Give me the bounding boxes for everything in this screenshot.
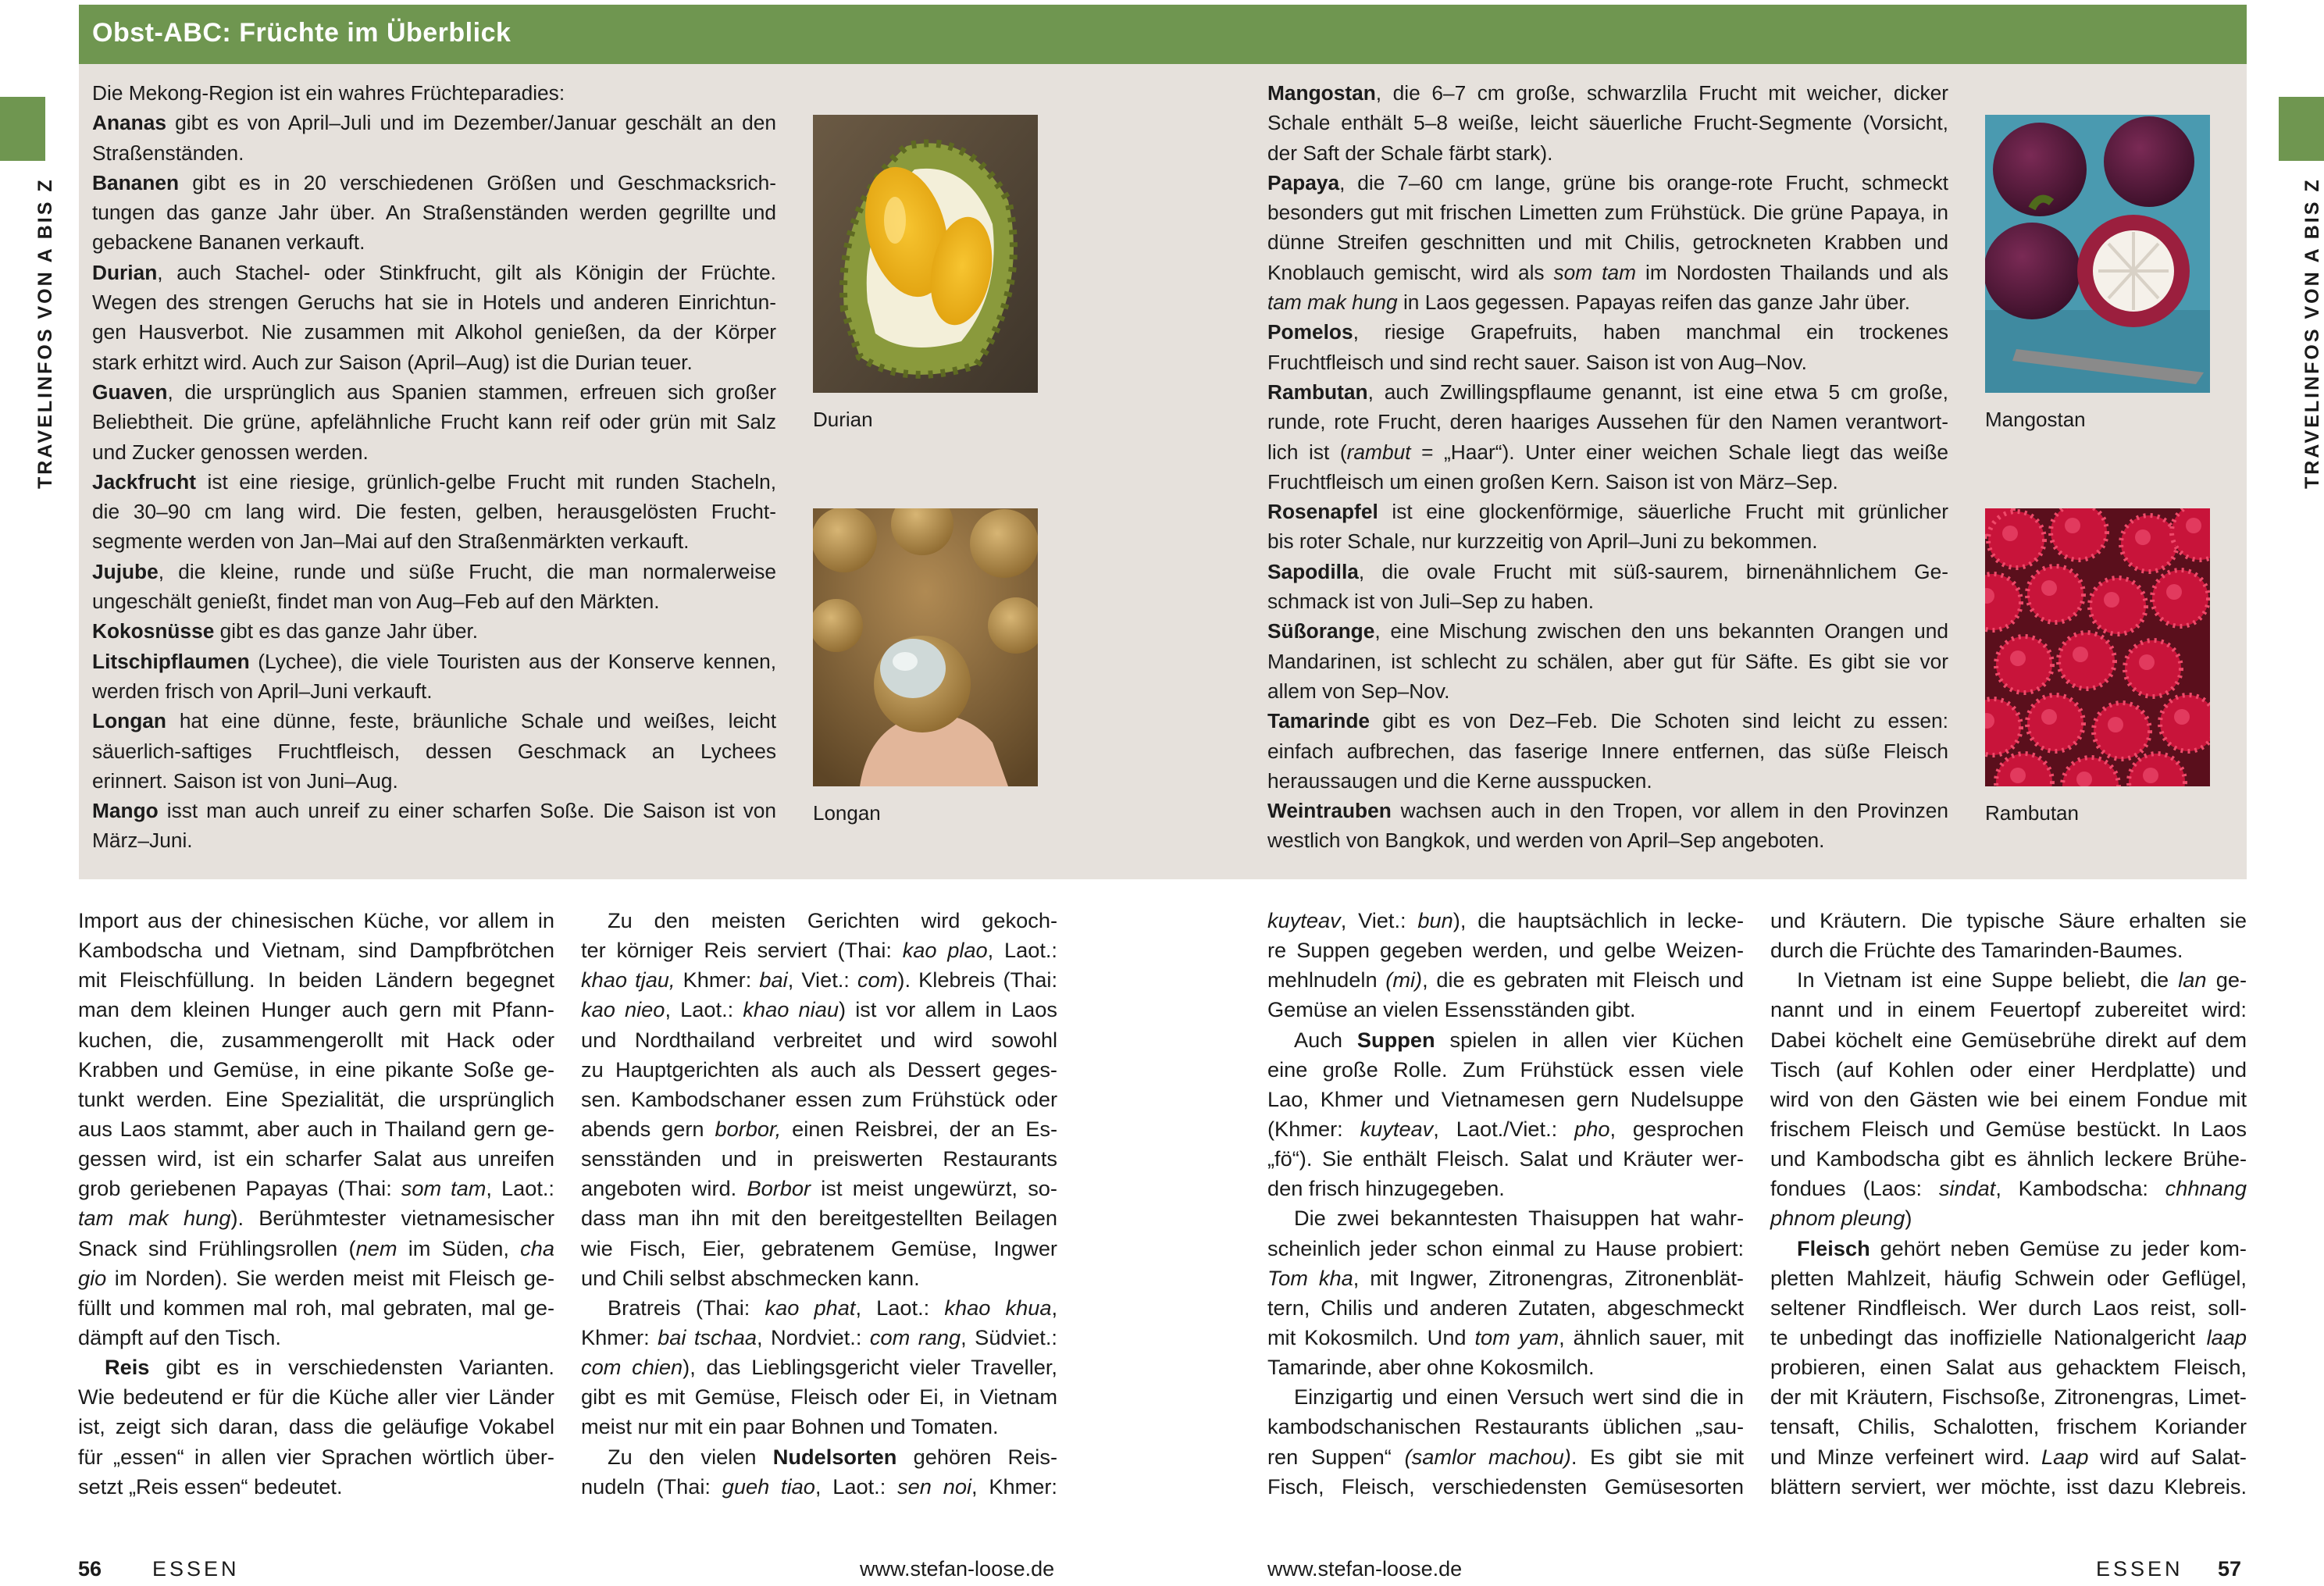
text-line: ter körniger Reis serviert (Thai: kao plao, Laot.:: [581, 938, 1057, 963]
text-line: blättern serviert, wer möchte, isst dazu Klebreis.: [1770, 1474, 2247, 1499]
chapter-right: ESSEN: [2096, 1557, 2183, 1581]
text-line: (Khmer: kuyteav, Laot./Viet.: pho, gesprochen: [1267, 1116, 1744, 1141]
fruit-entry-line: säuerlich-saftiges Fruchtfleisch, dessen Geschmack an Lychees: [92, 739, 776, 763]
box-intro: Die Mekong-Region ist ein wahres Früchteparadies:: [92, 81, 565, 105]
text-line: kambodschanischen Restaurants üblichen „sau-: [1267, 1414, 1744, 1439]
fruit-entry-line: Longan hat eine dünne, feste, bräunliche Schale und weißes, leicht: [92, 709, 776, 733]
text-line: Bratreis (Thai: kao phat, Laot.: khao khua,: [608, 1295, 1057, 1320]
fruit-entry-line: Wegen des strengen Geruchs hat sie in Hotels und anderen Einrichtun-: [92, 290, 776, 315]
fruit-entry-line: Süßorange, eine Mischung zwischen den uns bekannten Orangen und: [1267, 619, 1948, 643]
text-line: den frisch hinzugegeben.: [1267, 1176, 1505, 1201]
fruit-entry-line: Fruchtfleisch und sind recht sauer. Saison ist von Aug–Nov.: [1267, 350, 1807, 374]
box-header: [79, 5, 2247, 64]
text-line: In Vietnam ist eine Suppe beliebt, die lan ge-: [1797, 968, 2247, 993]
text-line: der mit Kräutern, Fischsoße, Zitronengras, Limet-: [1770, 1385, 2247, 1410]
fruit-entry-line: tungen das ganze Jahr über. An Straßenständen werden gegrillte und: [92, 201, 776, 225]
text-line: aus Laos stammt, aber auch in Thailand gern ge-: [78, 1116, 554, 1141]
longan-photo: [813, 508, 1038, 786]
text-line: und Kambodscha gibt es ähnlich leckere Brühe-: [1770, 1146, 2247, 1171]
text-line: für „essen“ in allen vier Sprachen wörtlich über-: [78, 1444, 554, 1469]
text-line: Tom kha, mit Ingwer, Zitronengras, Zitronenblät-: [1267, 1265, 1744, 1290]
text-line: Tamarinde, aber ohne Kokosmilch.: [1267, 1355, 1595, 1380]
fruit-entry-line: die 30–90 cm lang wird. Die festen, gelben, herausgelösten Frucht-: [92, 500, 776, 524]
fruit-entry-line: Sapodilla, die ovale Frucht mit süß-saurem, birnenähnlichem Ge-: [1267, 559, 1948, 583]
body-column-1: [78, 906, 554, 1502]
text-line: Zu den meisten Gerichten wird gekoch-: [608, 908, 1057, 932]
text-line: gessen wird, ist ein scharfer Salat aus unreifen: [78, 1146, 554, 1171]
body-column-2: [581, 906, 1057, 1502]
fruit-entry-line: der Saft der Schale färbt stark).: [1267, 141, 1553, 165]
text-line: angeboten wird. Borbor ist meist ungewürzt, so-: [581, 1176, 1057, 1201]
text-line: Snack sind Frühlingsrollen (nem im Süden, cha: [78, 1235, 554, 1260]
fruit-entry-line: Rosenapfel ist eine glockenförmige, säuerliche Frucht mit grünlicher: [1267, 500, 1948, 524]
fruit-entry-line: werden frisch von April–Juni verkauft.: [92, 679, 433, 703]
fruit-entry-line: einfach aufbrechen, das faserige Innere entfernen, das süße Fleisch: [1267, 739, 1948, 763]
text-line: Lao, Khmer und Vietnamesen gern Nudelsuppe: [1267, 1086, 1744, 1111]
text-line: pletten Mahlzeit, häufig Schwein oder Geflügel,: [1770, 1265, 2247, 1290]
fruit-entry-line: bis roter Schale, nur kurzzeitig von April–Juni zu bekommen.: [1267, 529, 1818, 554]
fruit-entry-line: Tamarinde gibt es von Dez–Feb. Die Schoten sind leicht zu essen:: [1267, 709, 1948, 733]
text-line: tunkt werden. Eine Spezialität, die ursprünglich: [78, 1086, 554, 1111]
text-line: kuyteav, Viet.: bun), die hauptsächlich in lecke-: [1267, 908, 1745, 932]
text-line: Auch Suppen spielen in allen vier Küchen: [1294, 1027, 1744, 1052]
text-line: khao tjau, Khmer: bai, Viet.: com). Klebreis (Thai:: [581, 968, 1058, 993]
text-line: Fleisch gehört neben Gemüse zu jeder kom-: [1797, 1235, 2247, 1260]
text-line: tensaft, Chilis, Schalotten, frischem Koriander: [1770, 1414, 2247, 1439]
text-line: mit Fleischfüllung. In beiden Ländern begegnet: [78, 968, 554, 993]
text-line: scheinlich jeder schon einmal zu Hause probiert:: [1267, 1235, 1744, 1260]
text-line: kao nieo, Laot.: khao niau) ist vor allem in Laos: [581, 997, 1057, 1022]
text-line: kuchen, die, zusammengerollt mit Hack oder: [78, 1027, 554, 1052]
left-side-label: TRAVELINFOS VON A BIS Z: [34, 177, 56, 489]
text-line: ist, zeigt sich daran, dass die geläufige Vokabel: [78, 1414, 554, 1439]
rambutan-caption: Rambutan: [1985, 801, 2079, 825]
chapter-left: ESSEN: [152, 1557, 240, 1581]
fruit-entry-line: Mangostan, die 6–7 cm große, schwarzlila Frucht mit weicher, dicker: [1267, 81, 1948, 105]
text-line: Gemüse an vielen Essensständen gibt.: [1267, 997, 1636, 1022]
text-line: Die zwei bekanntesten Thaisuppen hat wahr-: [1294, 1206, 1744, 1231]
text-line: man dem kleinen Hunger auch gern mit Pfann-: [78, 997, 554, 1022]
fruit-entry-line: Guaven, die ursprünglich aus Spanien stammen, erfreuen sich großer: [92, 380, 776, 404]
fruit-entry-line: heraussaugen und die Kerne ausspucken.: [1267, 768, 1652, 793]
text-line: füllt und kommen mal roh, mal gebraten, mal ge-: [78, 1295, 554, 1320]
text-line: Import aus der chinesischen Küche, vor allem in: [78, 908, 554, 932]
text-line: grob geriebenen Papayas (Thai: som tam, Laot.:: [78, 1176, 554, 1201]
fruit-entry-line: Beliebtheit. Die grüne, apfelähnliche Frucht kann reif oder grün mit Salz: [92, 410, 776, 434]
text-line: gibt es mit Gemüse, Fleisch oder Ei, in Vietnam: [581, 1385, 1057, 1410]
fruit-entry-line: Papaya, die 7–60 cm lange, grüne bis orange-rote Frucht, schmeckt: [1267, 170, 1948, 194]
text-line: probieren, einen Salat aus gehacktem Fleisch,: [1770, 1355, 2247, 1380]
text-line: seltener Rindfleisch. Wer durch Laos reist, soll-: [1770, 1295, 2247, 1320]
text-line: Wie bedeutend er für die Küche aller vier Länder: [78, 1385, 554, 1410]
text-line: und Kräutern. Die typische Säure erhalten sie: [1770, 908, 2247, 932]
fruit-entry-line: dünne Streifen geschnitten und mit Chilis, getrockneten Krabben und: [1267, 230, 1948, 255]
fruit-entry-line: lich ist (rambut = „Haar“). Unter einer weichen Schale liegt das weiße: [1267, 440, 1949, 464]
text-line: Dabei köchelt eine Gemüsebrühe direkt auf dem: [1770, 1027, 2247, 1052]
text-line: und Nordthailand verbreitet und wird sowohl: [581, 1027, 1057, 1052]
fruit-entry-line: und Zucker genossen werden.: [92, 440, 369, 464]
text-line: frischem Fleisch und Gemüse bestückt. In Laos: [1770, 1116, 2247, 1141]
text-line: Reis gibt es in verschiedensten Varianten.: [105, 1355, 554, 1380]
fruit-entry-line: ungeschält genießt, findet man von Aug–Feb auf den Märkten.: [92, 590, 660, 614]
text-line: wie Fisch, Eier, gebratenem Gemüse, Ingwer: [581, 1235, 1057, 1260]
text-line: eine große Rolle. Zum Frühstück essen viele: [1267, 1057, 1744, 1082]
text-line: Zu den vielen Nudelsorten gehören Reis-: [608, 1444, 1058, 1469]
text-line: nannt und in einem Feuertopf zubereitet wird:: [1770, 997, 2247, 1022]
text-line: Kambodscha und Vietnam, sind Dampfbrötchen: [78, 938, 554, 963]
text-line: wird von den Gästen wie bei einem Fondue mit: [1770, 1086, 2247, 1111]
fruit-entry-line: Jackfrucht ist eine riesige, grünlich-gelbe Frucht mit runden Stacheln,: [92, 469, 776, 494]
text-line: sensständen und in preiswerten Restaurants: [581, 1146, 1057, 1171]
text-line: Krabben und Gemüse, in eine pikante Soße ge-: [78, 1057, 554, 1082]
fruit-list-left: [92, 78, 776, 856]
fruit-entry-line: tam mak hung in Laos gegessen. Papayas reifen das ganze Jahr über.: [1267, 290, 1911, 315]
text-line: zu Hauptgerichten als auch als Dessert geges-: [581, 1057, 1057, 1082]
text-line: abends gern borbor, einen Reisbrei, der an Es-: [581, 1116, 1057, 1141]
text-line: tam mak hung). Berühmtester vietnamesischer: [78, 1206, 554, 1231]
fruit-entry-line: Ananas gibt es von April–Juli und im Dezember/Januar geschält an den: [92, 111, 776, 135]
fruit-entry-line: Straßenständen.: [92, 141, 244, 165]
website-right: www.stefan-loose.de: [1267, 1557, 1463, 1581]
fruit-entry-line: schmack ist von Juli–Sep zu haben.: [1267, 590, 1595, 614]
website-left: www.stefan-loose.de: [860, 1557, 1055, 1581]
page-number-left: 56: [78, 1557, 102, 1581]
fruit-entry-line: westlich von Bangkok, und werden von April–Sep angeboten.: [1267, 829, 1825, 853]
fruit-entry-line: Rambutan, auch Zwillingspflaume genannt, ist eine etwa 5 cm große,: [1267, 380, 1948, 404]
text-line: Fisch, Fleisch, verschiedensten Gemüsesorten: [1267, 1474, 1744, 1499]
text-line: nudeln (Thai: gueh tiao, Laot.: sen noi, Khmer:: [581, 1474, 1057, 1499]
text-line: fondues (Laos: sindat, Kambodscha: chhnang: [1770, 1176, 2247, 1201]
fruit-entry-line: Litschipflaumen (Lychee), die viele Touristen aus der Konserve kennen,: [92, 649, 776, 673]
text-line: phnom pleung): [1770, 1206, 1912, 1231]
text-line: setzt „Reis essen“ bedeutet.: [78, 1474, 343, 1499]
fruit-entry-line: Knoblauch gemischt, wird als som tam im Nordosten Thailands und als: [1267, 260, 1948, 284]
text-line: „fö“). Sie enthält Fleisch. Salat und Kräuter wer-: [1267, 1146, 1744, 1171]
fruit-entry-line: Mandarinen, ist schlecht zu schälen, aber gut für Säfte. Es gibt sie vor: [1267, 649, 1948, 673]
text-line: durch die Früchte des Tamarinden-Baumes.: [1770, 938, 2183, 963]
fruit-entry-line: März–Juni.: [92, 829, 193, 853]
fruit-entry-line: Jujube, die kleine, runde und süße Frucht, die man normalerweise: [92, 559, 776, 583]
body-column-4: [1770, 906, 2247, 1502]
body-column-3: [1267, 906, 1744, 1502]
mangostan-caption: Mangostan: [1985, 408, 2086, 431]
mangostan-photo: [1985, 115, 2210, 393]
fruit-list-right: [1267, 78, 1948, 856]
fruit-entry-line: segmente werden von Jan–Mai auf den Straßenmärkten verkauft.: [92, 529, 690, 554]
fruit-entry-line: Weintrauben wachsen auch in den Tropen, vor allem in den Provinzen: [1267, 799, 1948, 823]
fruit-entry-line: Kokosnüsse gibt es das ganze Jahr über.: [92, 619, 479, 643]
text-line: ren Suppen“ (samlor machou). Es gibt sie mit: [1267, 1444, 1744, 1469]
page-number-right: 57: [2218, 1557, 2242, 1581]
longan-caption: Longan: [813, 801, 881, 825]
text-line: Khmer: bai tschaa, Nordviet.: com rang, Südviet.:: [581, 1324, 1057, 1349]
fruit-entry-line: gen Hausverbot. Nie zusammen mit Alkohol genießen, da der Körper: [92, 320, 776, 344]
fruit-entry-line: stark erhitzt wird. Auch zur Saison (April–Aug) ist die Durian teuer.: [92, 350, 693, 374]
text-line: mehlnudeln (mi), die es gebraten mit Fleisch und: [1267, 968, 1745, 993]
fruit-entry-line: Schale enthält 5–8 weiße, leicht säuerliche Frucht-Segmente (Vorsicht,: [1267, 111, 1948, 135]
durian-caption: Durian: [813, 408, 873, 431]
right-side-label: TRAVELINFOS VON A BIS Z: [2301, 177, 2323, 489]
durian-photo: [813, 115, 1038, 393]
text-line: und Chili selbst abschmecken kann.: [581, 1265, 920, 1290]
fruit-entry-line: erinnert. Saison ist von Juni–Aug.: [92, 768, 398, 793]
text-line: Einzigartig und einen Versuch wert sind die in: [1294, 1385, 1744, 1410]
text-line: und Minze verfeinert wird. Laap wird auf Salat-: [1770, 1444, 2247, 1469]
fruit-entry-line: Mango isst man auch unreif zu einer scharfen Soße. Die Saison ist von: [92, 799, 776, 823]
fruit-entry-line: Bananen gibt es in 20 verschiedenen Größen und Geschmacksrich-: [92, 170, 776, 194]
fruit-entry-line: Durian, auch Stachel- oder Stinkfrucht, gilt als Königin der Früchte.: [92, 260, 776, 284]
fruit-entry-line: Fruchtfleisch um einen großen Kern. Saison ist von März–Sep.: [1267, 469, 1838, 494]
fruit-entry-line: allem von Sep–Nov.: [1267, 679, 1450, 703]
fruit-entry-line: Pomelos, riesige Grapefruits, haben manchmal ein trockenes: [1267, 320, 1948, 344]
fruit-entry-line: gebackene Bananen verkauft.: [92, 230, 365, 255]
text-line: gio im Norden). Sie werden meist mit Fleisch ge-: [78, 1265, 554, 1290]
text-line: meist nur mit ein paar Bohnen und Tomaten.: [581, 1414, 999, 1439]
right-side-tab: [2279, 97, 2324, 161]
rambutan-photo: [1985, 508, 2210, 786]
text-line: te unbedingt das inoffizielle Nationalgericht laap: [1770, 1324, 2247, 1349]
text-line: re Suppen gegeben werden, und gelbe Weizen-: [1267, 938, 1744, 963]
text-line: Tisch (auf Kohlen oder einer Herdplatte) und: [1770, 1057, 2247, 1082]
text-line: mit Kokosmilch. Und tom yam, ähnlich sauer, mit: [1267, 1324, 1744, 1349]
text-line: dämpft auf den Tisch.: [78, 1324, 281, 1349]
text-line: sen. Kambodschaner essen zum Frühstück oder: [581, 1086, 1057, 1111]
text-line: com chien), das Lieblingsgericht vieler Traveller,: [581, 1355, 1057, 1380]
left-side-tab: [0, 97, 45, 161]
fruit-entry-line: besonders gut mit frischen Limetten zum Frühstück. Die grüne Papaya, in: [1267, 201, 1948, 225]
text-line: dass man ihn mit den bereitgestellten Beilagen: [581, 1206, 1057, 1231]
text-line: tern, Chilis und anderen Zutaten, abgeschmeckt: [1267, 1295, 1744, 1320]
box-title: Obst-ABC: Früchte im Überblick: [92, 18, 511, 48]
fruit-entry-line: runde, rote Frucht, deren haariges Aussehen für den Namen verantwort-: [1267, 410, 1948, 434]
